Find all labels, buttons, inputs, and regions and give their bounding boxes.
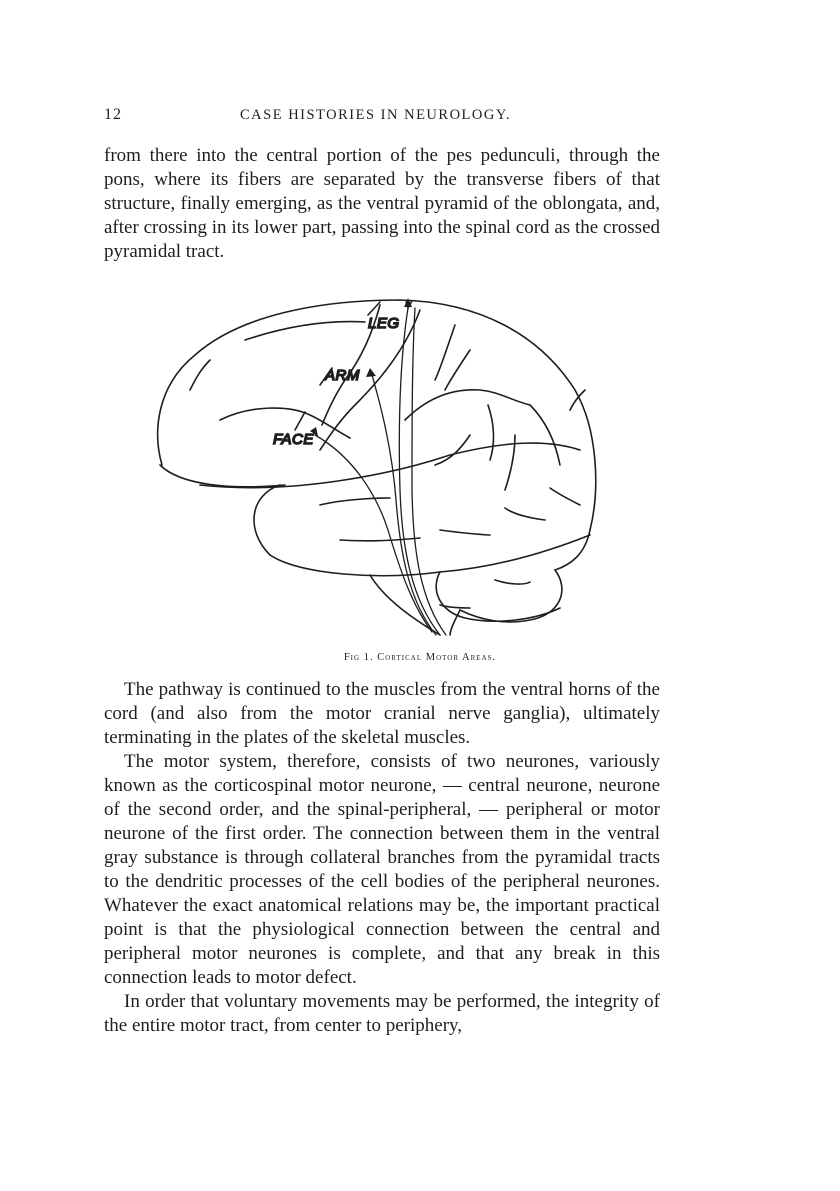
label-leg: LEG — [368, 315, 400, 332]
figure-brain-diagram — [150, 290, 610, 650]
paragraph: from there into the central portion of the pes pedunculi, through the pons, where its fibers are separated by the transverse fibers of that structure, finally emerging, as the ventral pyramid of the oblongata, and, after crossing in its lower part, passing into the spinal cord as the crossed pyramidal tract. — [104, 145, 660, 262]
page-number: 12 — [104, 106, 122, 123]
paragraph: In order that voluntary movements may be performed, the integrity of the entire motor tract, from center to periphery, — [104, 991, 660, 1036]
figure-caption: Fig 1. Cortical Motor Areas. — [343, 652, 497, 663]
cerebellum — [436, 572, 560, 621]
label-arm: ARM — [325, 367, 360, 384]
running-title: CASE HISTORIES IN NEUROLOGY. — [240, 107, 512, 123]
temporal-lobe-lower — [254, 485, 590, 576]
pyramidal-tract — [399, 308, 440, 635]
paragraph: The motor system, therefore, consists of two neurones, variously known as the corticospinal motor neurone, — central neurone, neurone of the second order, and the spinal-peripheral, — peripheral or motor neurone of the first order. The connection between them in the ventral gray substance is through collateral branches from the pyramidal tracts to the dendritic processes of the cell bodies of the peripheral neurones. Whatever the exact anatomical relations may be, the important practical point is that the physiological connection between the central and peripheral motor neurones is complete, and that any break in this connection leads to motor defect. — [104, 751, 660, 988]
paragraph: The pathway is continued to the muscles from the ventral horns of the cord (and also from the motor cranial nerve ganglia), ultimately terminating in the plates of the skeletal muscles. — [104, 679, 660, 748]
body-text-bottom — [104, 678, 660, 1038]
label-face: FACE — [273, 431, 314, 448]
body-text-top — [104, 144, 660, 264]
